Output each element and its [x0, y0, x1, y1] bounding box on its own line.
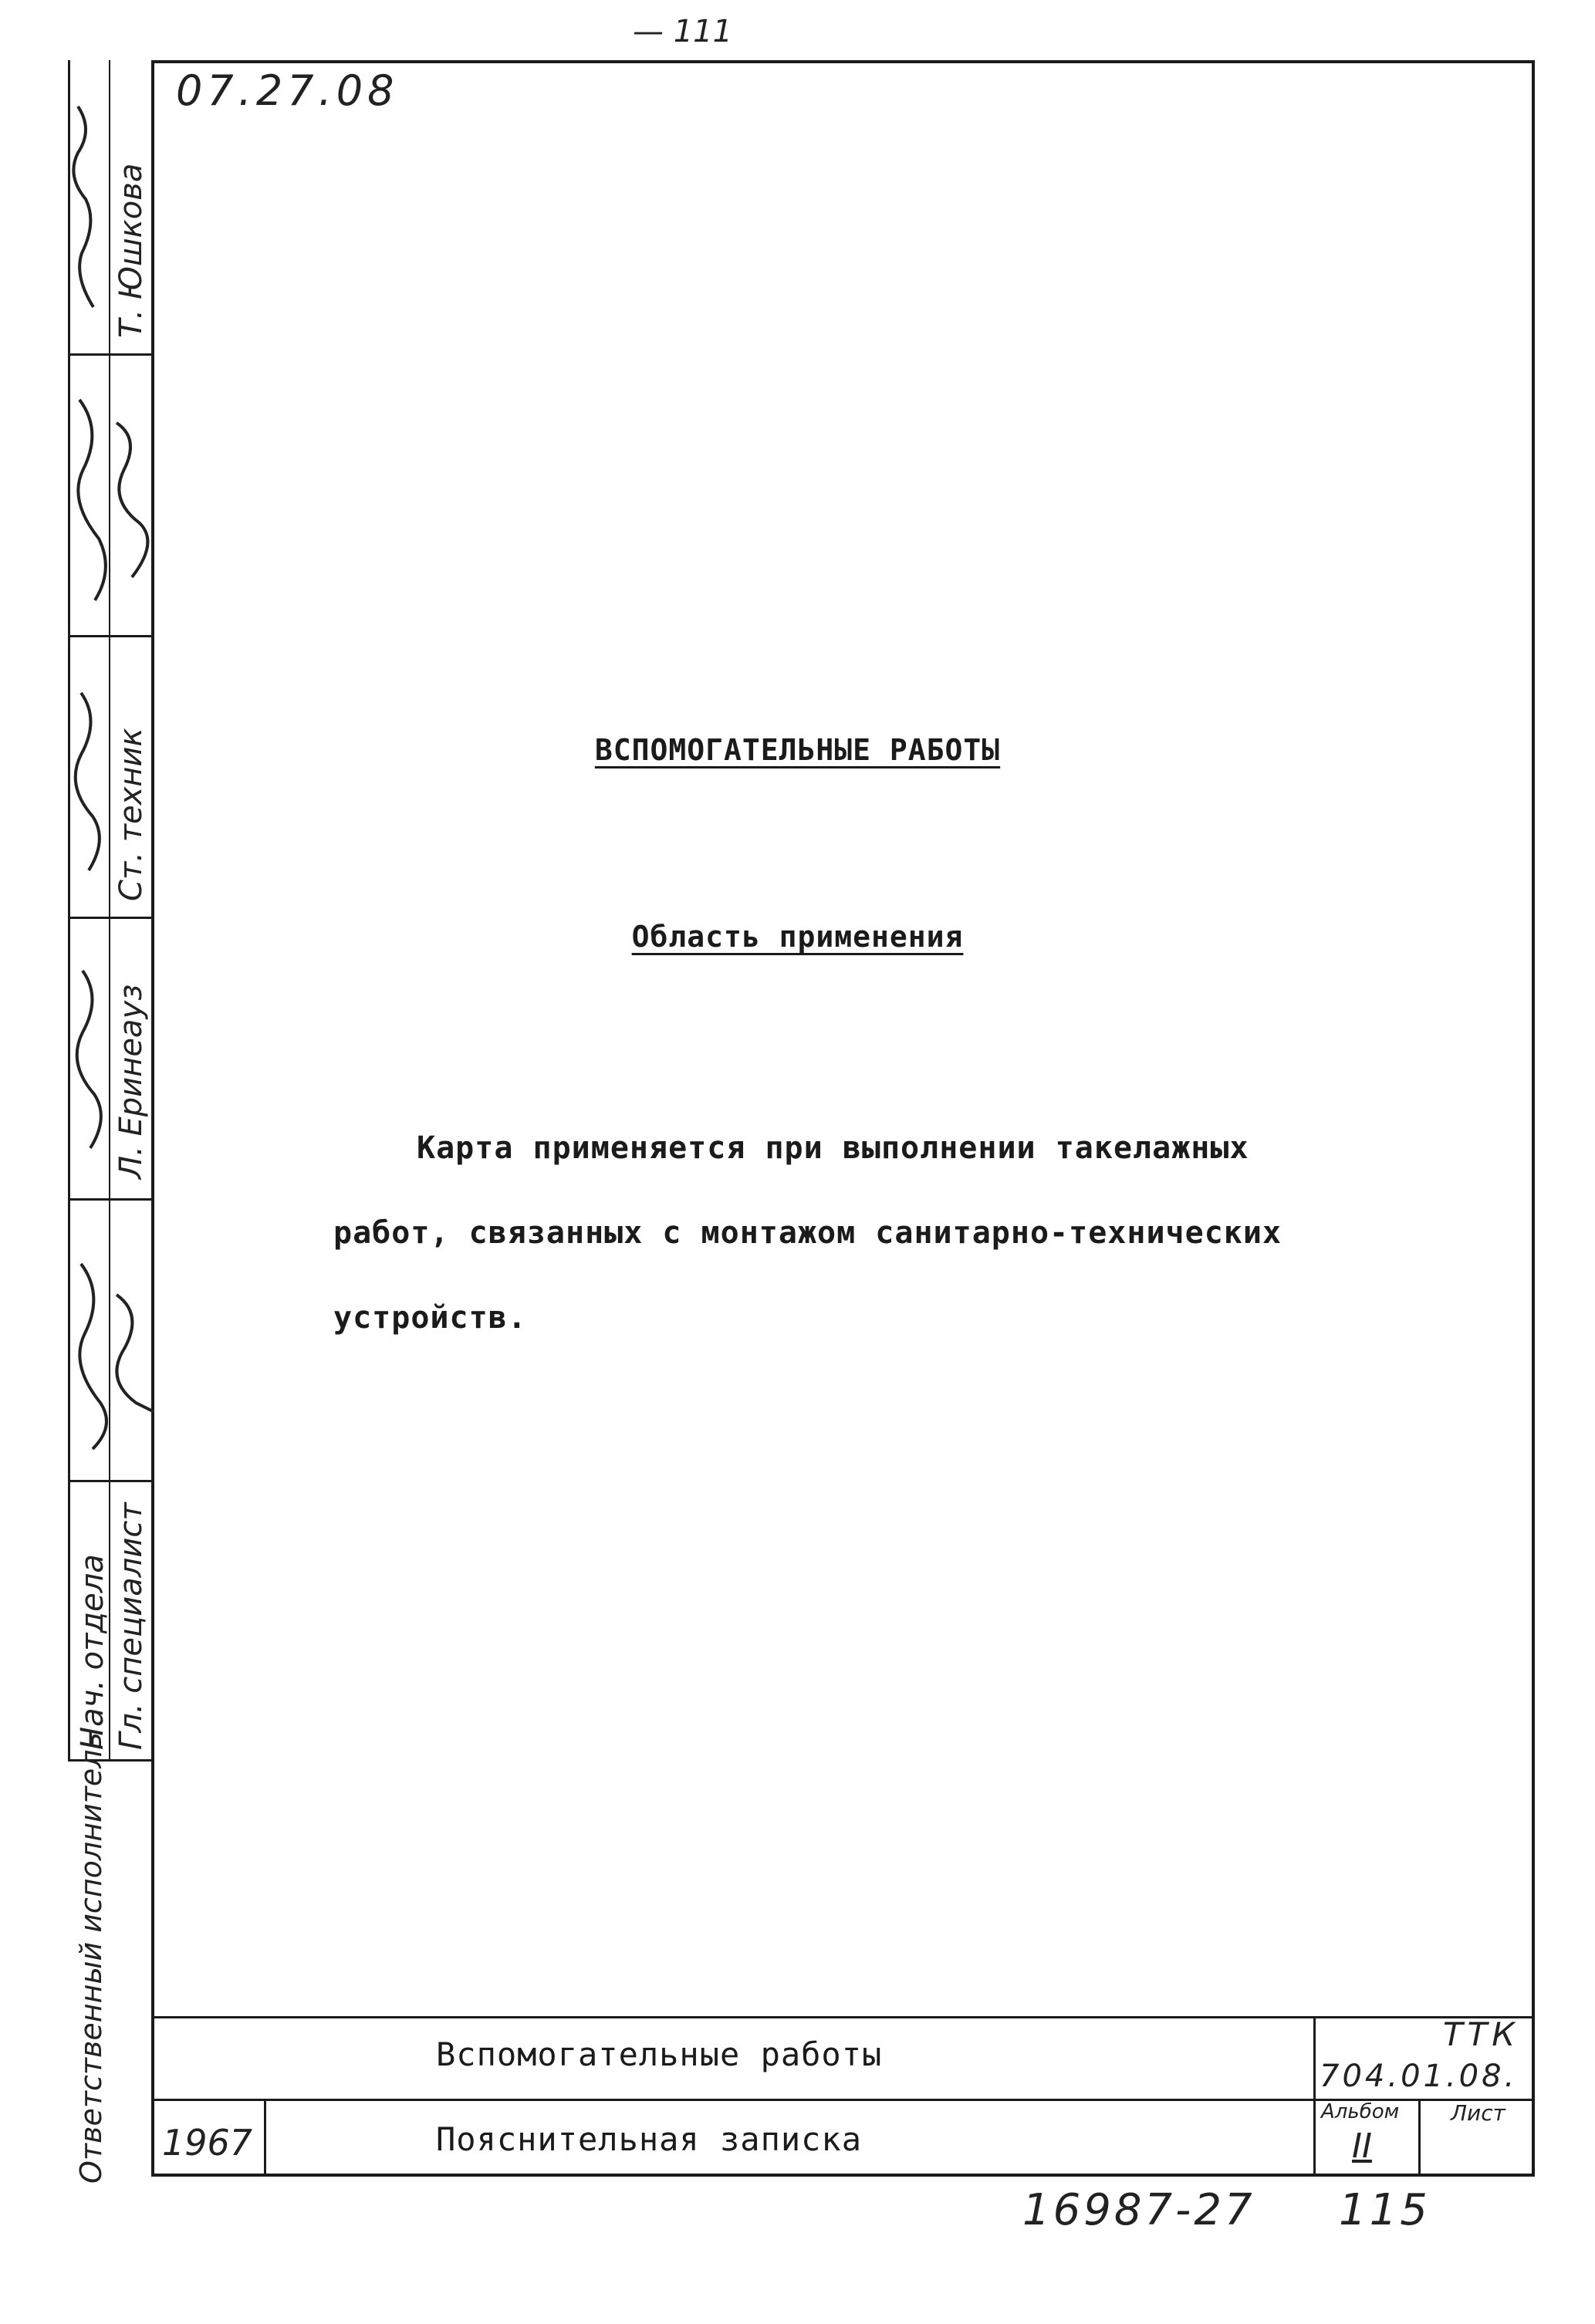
paragraph-line-1: Карта применяется при выполнении такелажных: [417, 1130, 1249, 1166]
paragraph-line-3: устройств.: [333, 1300, 527, 1336]
title-block-top-title: Вспомогательные работы: [436, 2035, 883, 2073]
section-subtitle: Область применения: [631, 920, 964, 954]
date-stamp: 07.27.08: [176, 66, 399, 115]
sheet-label: Лист: [1451, 2100, 1505, 2126]
role-label-erineaus: Л. Еринеауз: [113, 984, 149, 1179]
page-frame: [151, 60, 1535, 2177]
document-title: ВСПОМОГАТЕЛЬНЫЕ РАБОТЫ: [594, 733, 1001, 767]
sheet-number: 115: [1339, 2185, 1431, 2235]
responsible-executor-note: Ответственный исполнитель: [74, 1732, 108, 2184]
role-label-department-head: Нач. отдела: [75, 1554, 110, 1750]
document-code-top: ТТК: [1443, 2015, 1520, 2053]
role-label-chief-specialist: Гл. специалист: [113, 1502, 149, 1750]
title-block-bottom-title: Пояснительная записка: [436, 2120, 863, 2158]
album-label: Альбом: [1321, 2100, 1400, 2123]
signature-column: [68, 60, 151, 1762]
signature-icon: [70, 60, 154, 1762]
paragraph-line-2: работ, связанных с монтажом санитарно-технических: [333, 1215, 1282, 1251]
order-number: 16987-27: [1022, 2185, 1255, 2235]
page-mark: — 111: [633, 14, 733, 49]
document-code-bottom: 704.01.08.: [1320, 2059, 1518, 2094]
role-label-yushkova: Т. Юшкова: [113, 163, 149, 338]
album-value: II: [1352, 2126, 1372, 2166]
year-stamp: 1967: [162, 2122, 253, 2164]
role-label-senior-technician: Ст. техник: [113, 728, 149, 901]
